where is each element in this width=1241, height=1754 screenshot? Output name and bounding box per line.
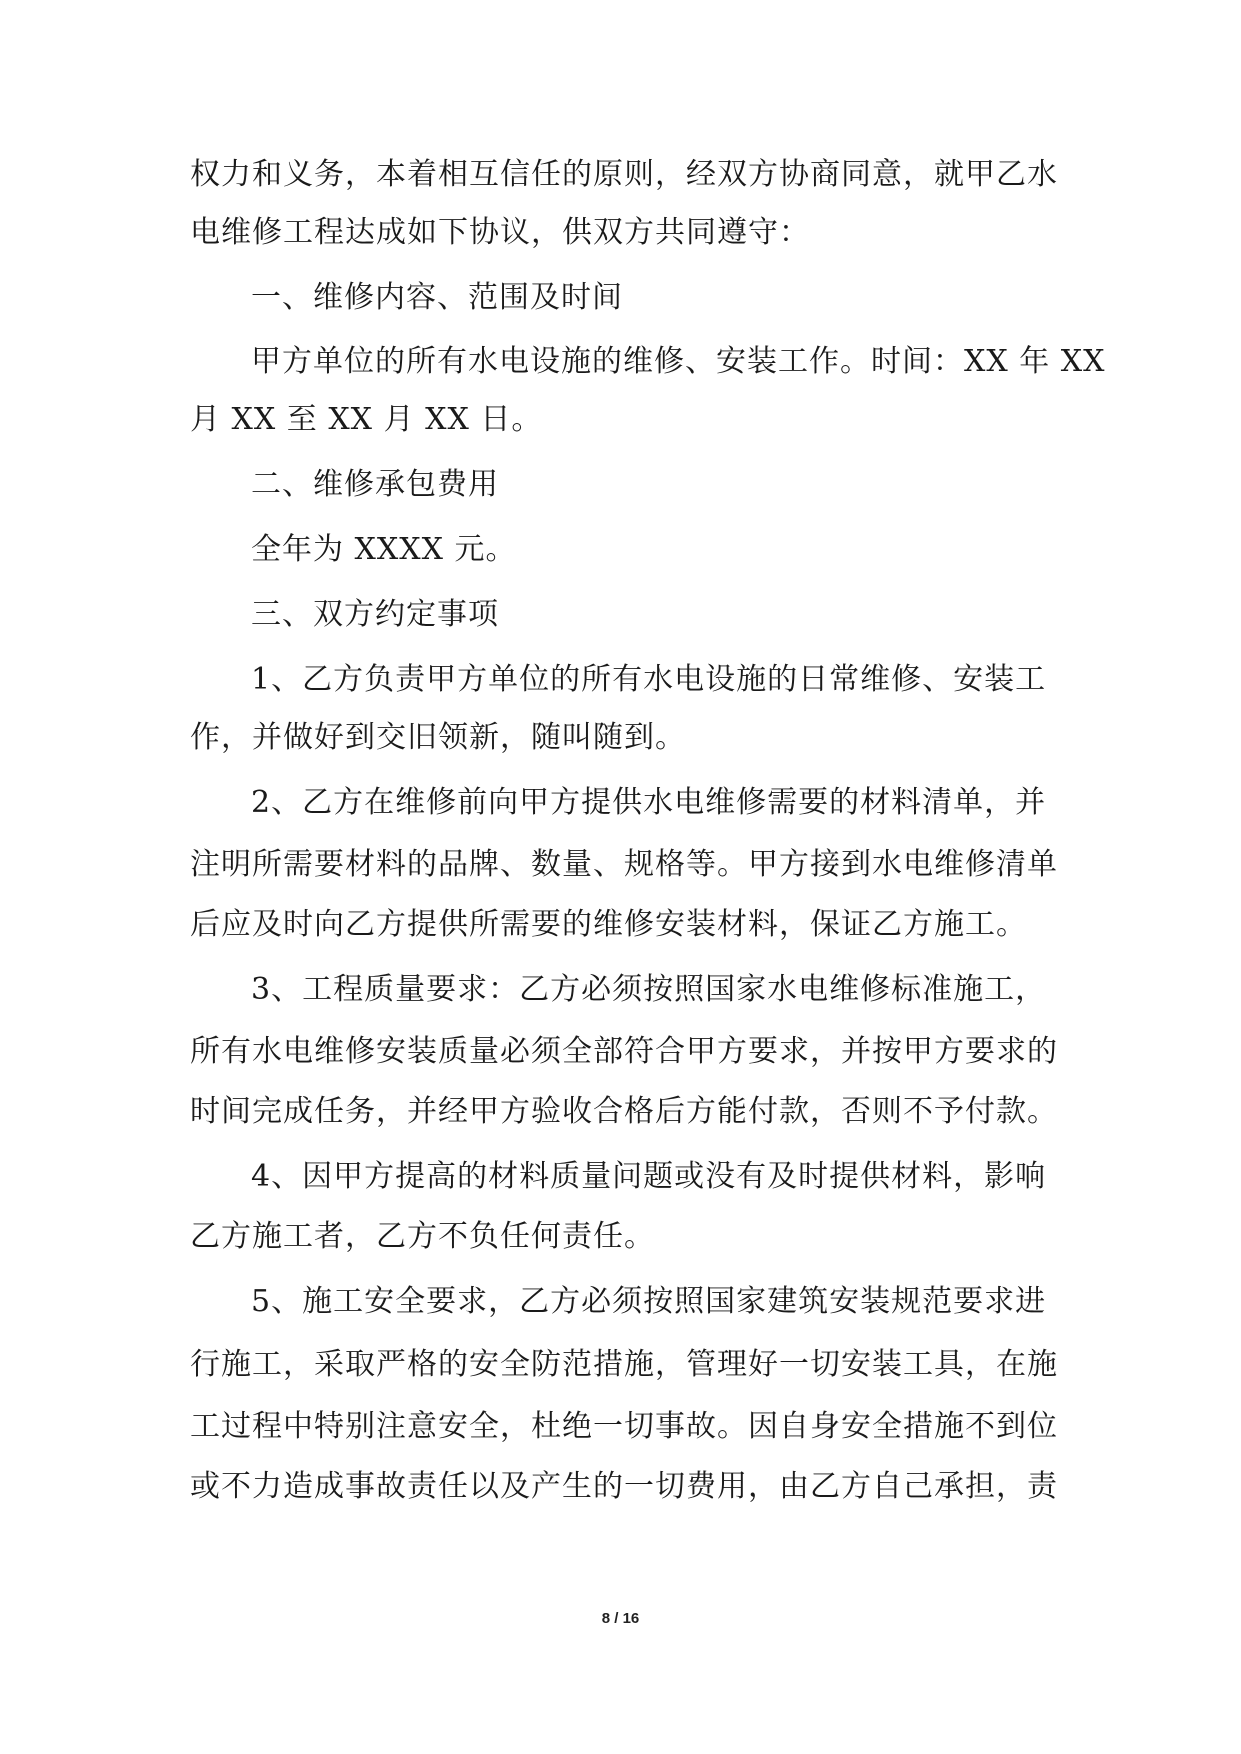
- text-line: 工过程中特别注意安全，杜绝一切事故。因自身安全措施不到位: [190, 1409, 1058, 1444]
- text-line: 或不力造成事故责任以及产生的一切费用，由乙方自己承担，责: [190, 1469, 1058, 1504]
- text-line: 注明所需要材料的品牌、数量、规格等。甲方接到水电维修清单: [190, 847, 1058, 882]
- text-line: 电维修工程达成如下协议，供双方共同遵守：: [190, 215, 810, 250]
- text-line: 后应及时向乙方提供所需要的维修安装材料，保证乙方施工。: [190, 907, 1027, 942]
- text-line: 全年为 XXXX 元。: [251, 532, 517, 567]
- text-line: 1、乙方负责甲方单位的所有水电设施的日常维修、安装工: [251, 662, 1047, 697]
- text-line: 5、施工安全要求，乙方必须按照国家建筑安装规范要求进: [251, 1284, 1047, 1319]
- section-heading: 二、维修承包费用: [251, 467, 499, 502]
- text-line: 权力和义务，本着相互信任的原则，经双方协商同意，就甲乙水: [190, 157, 1058, 192]
- text-line: 2、乙方在维修前向甲方提供水电维修需要的材料清单，并: [251, 785, 1047, 820]
- text-line: 行施工，采取严格的安全防范措施，管理好一切安装工具，在施: [190, 1347, 1058, 1382]
- text-line: 作，并做好到交旧领新，随叫随到。: [190, 720, 686, 755]
- text-line: 4、因甲方提高的材料质量问题或没有及时提供材料，影响: [251, 1159, 1047, 1194]
- text-line: 3、工程质量要求：乙方必须按照国家水电维修标准施工，: [251, 972, 1047, 1007]
- text-line: 时间完成任务，并经甲方验收合格后方能付款，否则不予付款。: [190, 1094, 1058, 1129]
- text-line: 所有水电维修安装质量必须全部符合甲方要求，并按甲方要求的: [190, 1034, 1058, 1069]
- section-heading: 三、双方约定事项: [251, 597, 499, 632]
- section-heading: 一、维修内容、范围及时间: [251, 280, 623, 315]
- text-line: 乙方施工者，乙方不负任何责任。: [190, 1219, 655, 1254]
- text-line: 月 XX 至 XX 月 XX 日。: [190, 402, 543, 437]
- text-line: 甲方单位的所有水电设施的维修、安装工作。时间：XX 年 XX: [251, 344, 1106, 379]
- page-number: 8 / 16: [601, 1610, 640, 1627]
